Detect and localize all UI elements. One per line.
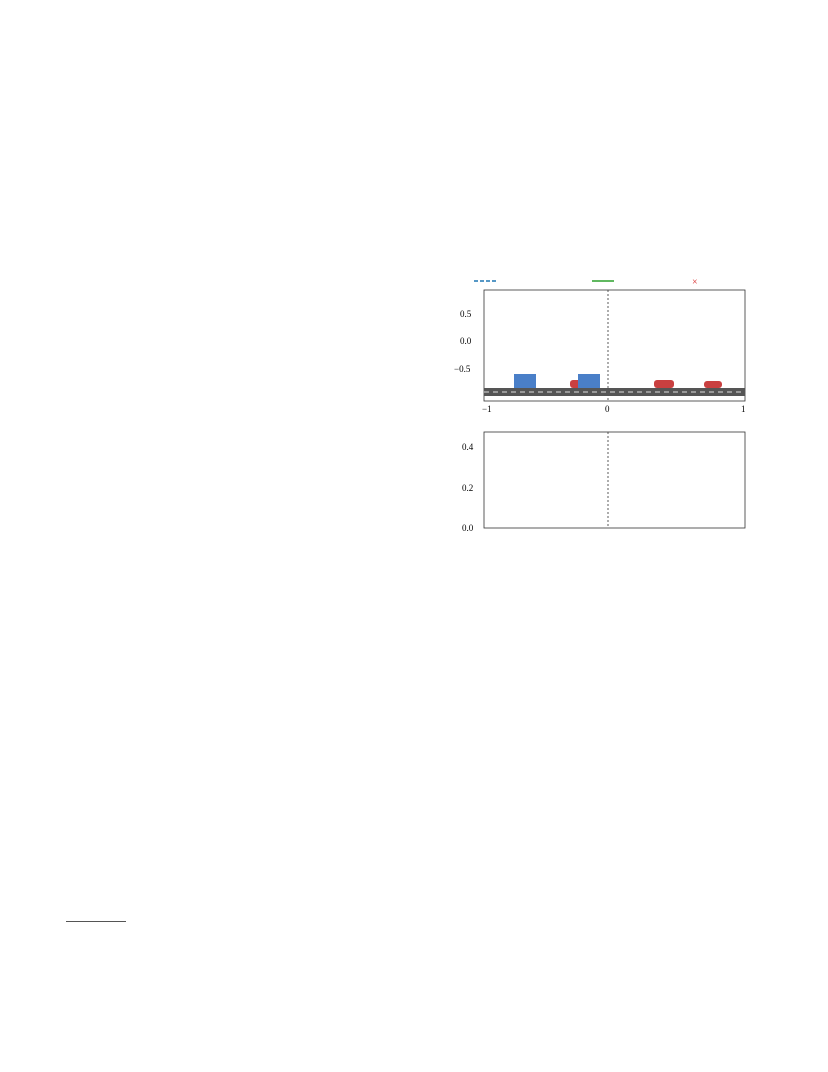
ytick-0.0: 0.0 <box>460 336 472 346</box>
xtick-0: 0 <box>605 404 610 414</box>
left-column <box>66 270 407 288</box>
figure-svg <box>422 270 767 550</box>
footnote-rule <box>66 921 126 922</box>
legend-labeled-marker: × <box>692 277 698 288</box>
figure-1 <box>422 270 767 550</box>
bottom-plot-frame <box>484 432 745 528</box>
ytick-bottom-0.4: 0.4 <box>462 442 474 452</box>
vehicles <box>514 374 722 388</box>
ytick-0.5: 0.5 <box>460 309 472 319</box>
xtick-1: 1 <box>741 404 746 414</box>
ytick-neg0.5: −0.5 <box>454 364 471 374</box>
xtick-neg1: −1 <box>482 404 492 414</box>
ytick-bottom-0.2: 0.2 <box>462 483 474 493</box>
ytick-bottom-0: 0.0 <box>462 523 474 533</box>
